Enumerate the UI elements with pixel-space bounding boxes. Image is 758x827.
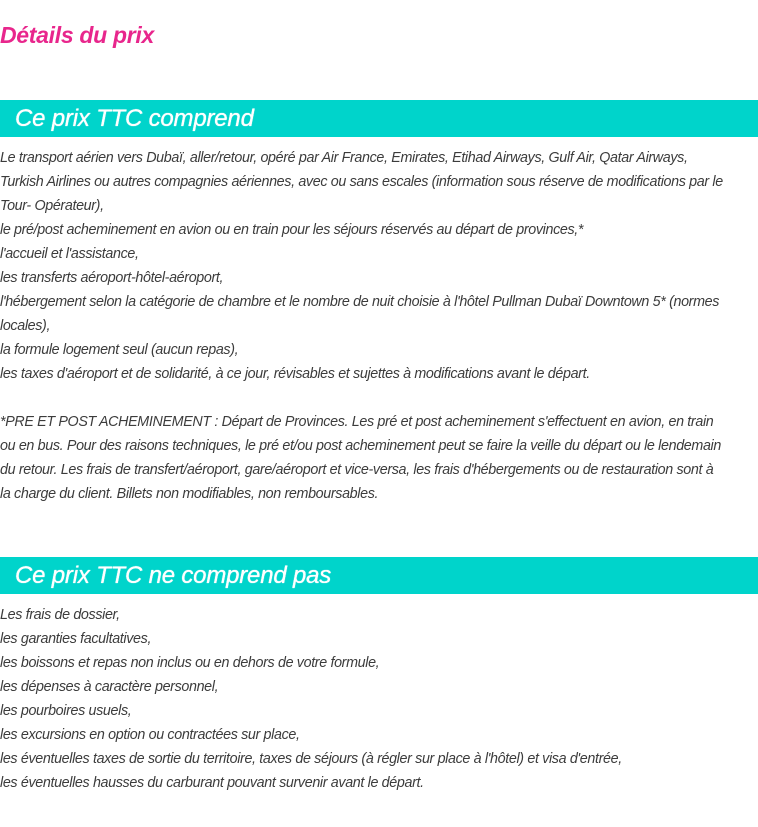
note-line: la charge du client. Billets non modifiables, non remboursables. [0,486,379,502]
includes-line: les transferts aéroport-hôtel-aéroport, [0,270,224,286]
includes-line: les taxes d'aéroport et de solidarité, à ce jour, révisables et sujettes à modifications avant le départ. [0,366,590,382]
note-line: *PRE ET POST ACHEMINEMENT : Départ de Provinces. Les pré et post acheminement s'effectuent en avion, en train [0,414,714,430]
includes-line: le pré/post acheminement en avion ou en train pour les séjours réservés au départ de provinces,* [0,222,584,238]
page-title: Détails du prix [0,22,154,48]
excludes-line: Les frais de dossier, [0,607,120,623]
includes-heading: Ce prix TTC comprend [15,105,254,132]
includes-line: la formule logement seul (aucun repas), [0,342,239,358]
note-line: ou en bus. Pour des raisons techniques, le pré et/ou post acheminement peut se faire la veille du départ ou le lendemain [0,438,721,454]
pre-post-transport-note [0,410,758,506]
excludes-section-header [0,557,758,594]
includes-line: Le transport aérien vers Dubaï, aller/retour, opéré par Air France, Emirates, Etihad Airways, Gulf Air, Qatar Airways, [0,150,688,166]
excludes-line: les éventuelles taxes de sortie du territoire, taxes de séjours (à régler sur place à l'hôtel) et visa d'entrée, [0,751,622,767]
excludes-line: les excursions en option ou contractées sur place, [0,727,300,743]
excludes-line: les pourboires usuels, [0,703,132,719]
includes-list [0,146,758,386]
excludes-line: les dépenses à caractère personnel, [0,679,219,695]
note-line: du retour. Les frais de transfert/aéroport, gare/aéroport et vice-versa, les frais d'hébergements ou de restauration sont à [0,462,714,478]
includes-line: Turkish Airlines ou autres compagnies aériennes, avec ou sans escales (information sous réserve de modifications par le [0,174,723,190]
includes-line: l'accueil et l'assistance, [0,246,139,262]
excludes-line: les garanties facultatives, [0,631,152,647]
excludes-list [0,603,758,795]
includes-section-header [0,100,758,137]
includes-line: locales), [0,318,51,334]
excludes-line: les éventuelles hausses du carburant pouvant survenir avant le départ. [0,775,424,791]
excludes-line: les boissons et repas non inclus ou en dehors de votre formule, [0,655,380,671]
includes-line: Tour- Opérateur), [0,198,104,214]
includes-line: l'hébergement selon la catégorie de chambre et le nombre de nuit choisie à l'hôtel Pullman Dubaï Downtown 5* (normes [0,294,720,310]
excludes-heading: Ce prix TTC ne comprend pas [15,562,332,589]
